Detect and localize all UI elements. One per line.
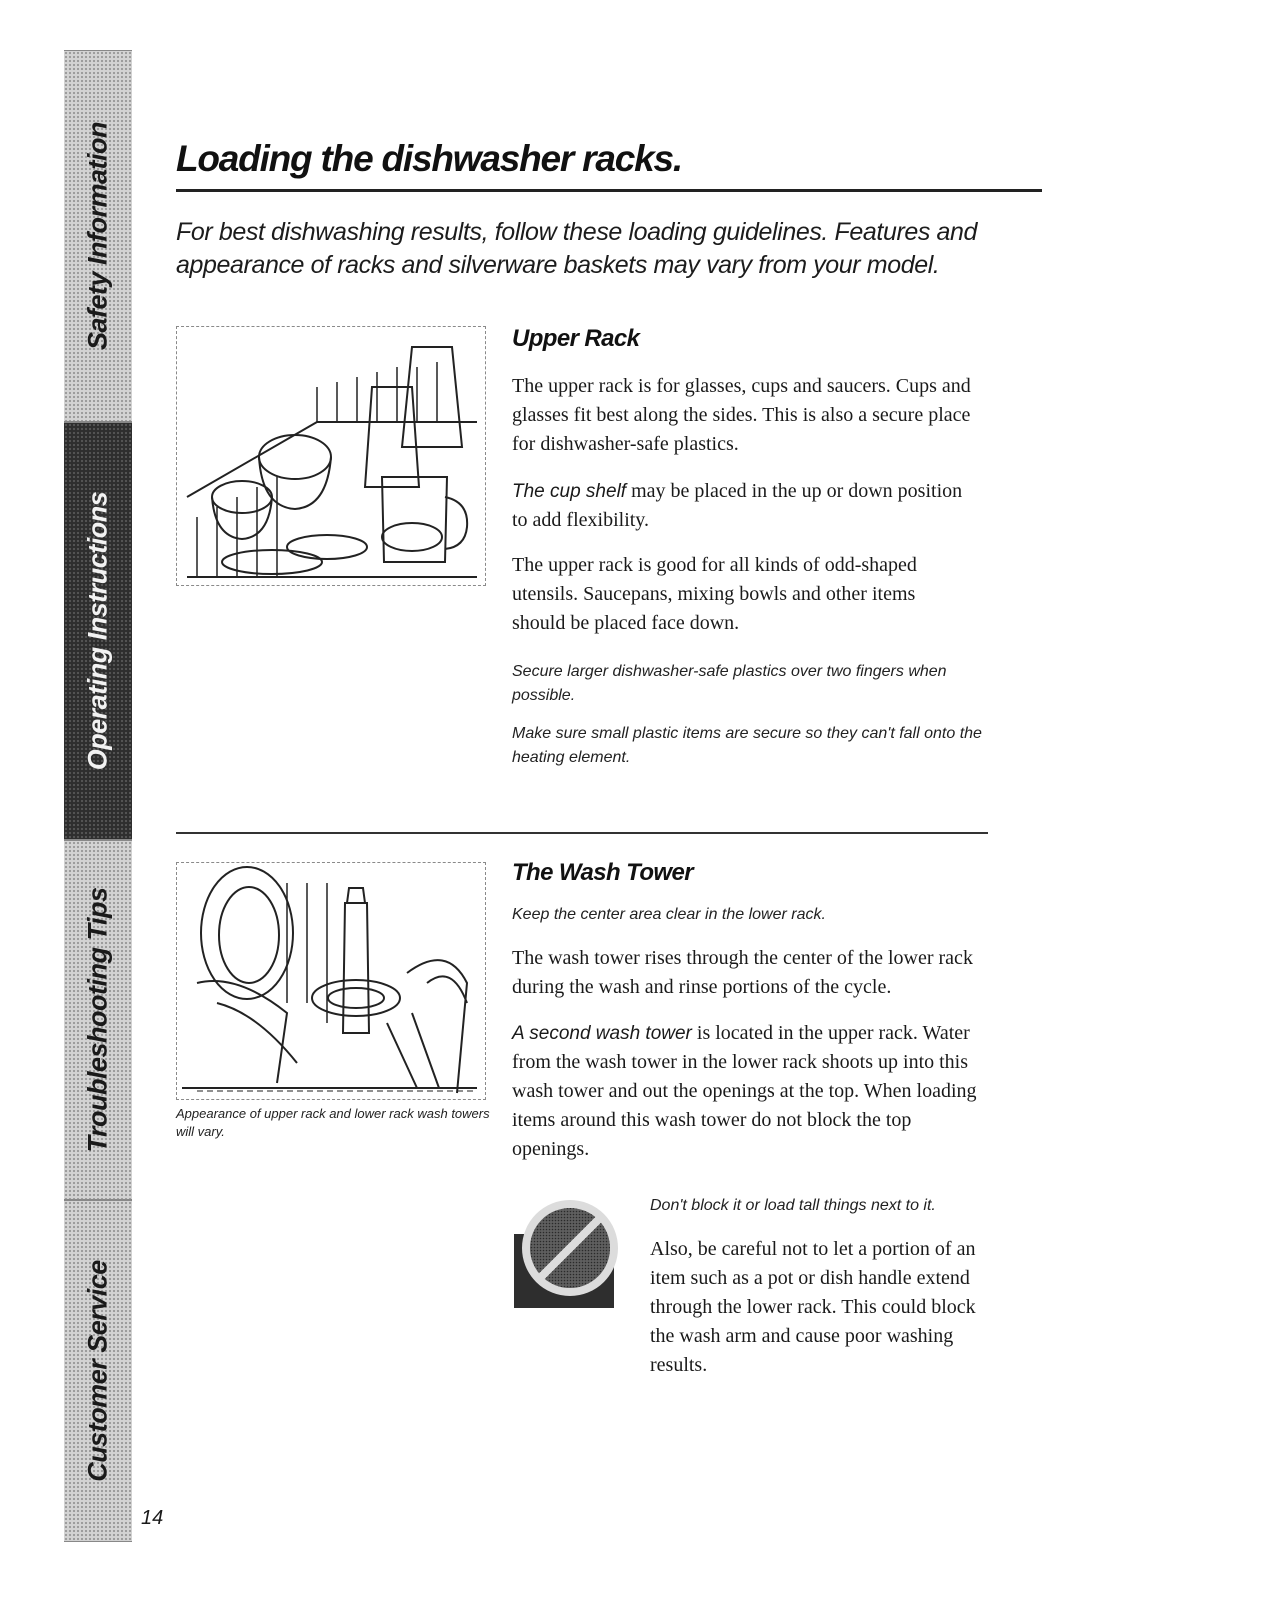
upper-rack-paragraph: The upper rack is for glasses, cups and saucers. Cups and glasses fit best along the sides. This is also a secure place for dishwasher-safe plastics. xyxy=(512,375,971,455)
section-divider xyxy=(176,832,988,834)
tab-label: Safety Information xyxy=(82,121,113,351)
careful-paragraph: Also, be careful not to let a portion of an item such as a pot or dish handle extend through the lower rack. This could block the wash arm and cause poor washing results. xyxy=(650,1238,976,1376)
dont-block-note: Don't block it or load tall things next to it. xyxy=(650,1197,936,1214)
page-number: 14 xyxy=(141,1507,164,1529)
cup-shelf-term: The cup shelf xyxy=(512,481,627,502)
wash-tower-paragraph: The wash tower rises through the center of the lower rack during the wash and rinse portions of the cycle. xyxy=(512,947,973,998)
cup-shelf-text: may be placed in the up or down position to add flexibility. xyxy=(512,480,963,531)
second-tower-text: is located in the upper rack. Water from the wash tower in the lower rack shoots up into this wash tower and out the openings at the top. When loading items around this wash tower do not block the top openings. xyxy=(512,1022,977,1160)
plastics-note: Secure larger dishwasher-safe plastics over two fingers when possible. xyxy=(512,663,947,704)
tab-label: Troubleshooting Tips xyxy=(82,887,113,1153)
tab-operating-instructions[interactable] xyxy=(64,422,132,840)
tab-troubleshooting-tips[interactable] xyxy=(64,840,132,1200)
heating-element-note: Make sure small plastic items are secure so they can't fall onto the heating element. xyxy=(512,725,982,766)
tab-customer-service[interactable] xyxy=(64,1200,132,1542)
wash-tower-illustration xyxy=(176,862,486,1100)
page-title: Loading the dishwasher racks. xyxy=(176,138,682,179)
tab-label: Customer Service xyxy=(82,1260,113,1482)
illustration-caption: Appearance of upper rack and lower rack wash towers will vary. xyxy=(176,1106,490,1139)
odd-shaped-paragraph: The upper rack is good for all kinds of odd-shaped utensils. Saucepans, mixing bowls and other items should be placed face down. xyxy=(512,554,917,634)
intro-text: For best dishwashing results, follow these loading guidelines. Features and appearance of racks and silverware baskets may vary from your model. xyxy=(176,218,978,279)
tab-safety-information[interactable] xyxy=(64,50,132,422)
cup-shelf-paragraph xyxy=(512,477,982,535)
center-area-note: Keep the center area clear in the lower rack. xyxy=(512,906,826,923)
second-tower-paragraph xyxy=(512,1019,992,1164)
wash-tower-heading: The Wash Tower xyxy=(512,859,693,886)
upper-rack-heading: Upper Rack xyxy=(512,325,640,352)
prohibited-icon xyxy=(512,1186,620,1310)
title-rule xyxy=(176,189,1042,192)
upper-rack-illustration xyxy=(176,326,486,586)
second-tower-term: A second wash tower xyxy=(512,1023,692,1044)
section-tabs xyxy=(64,50,132,1540)
tab-label: Operating Instructions xyxy=(82,491,113,771)
